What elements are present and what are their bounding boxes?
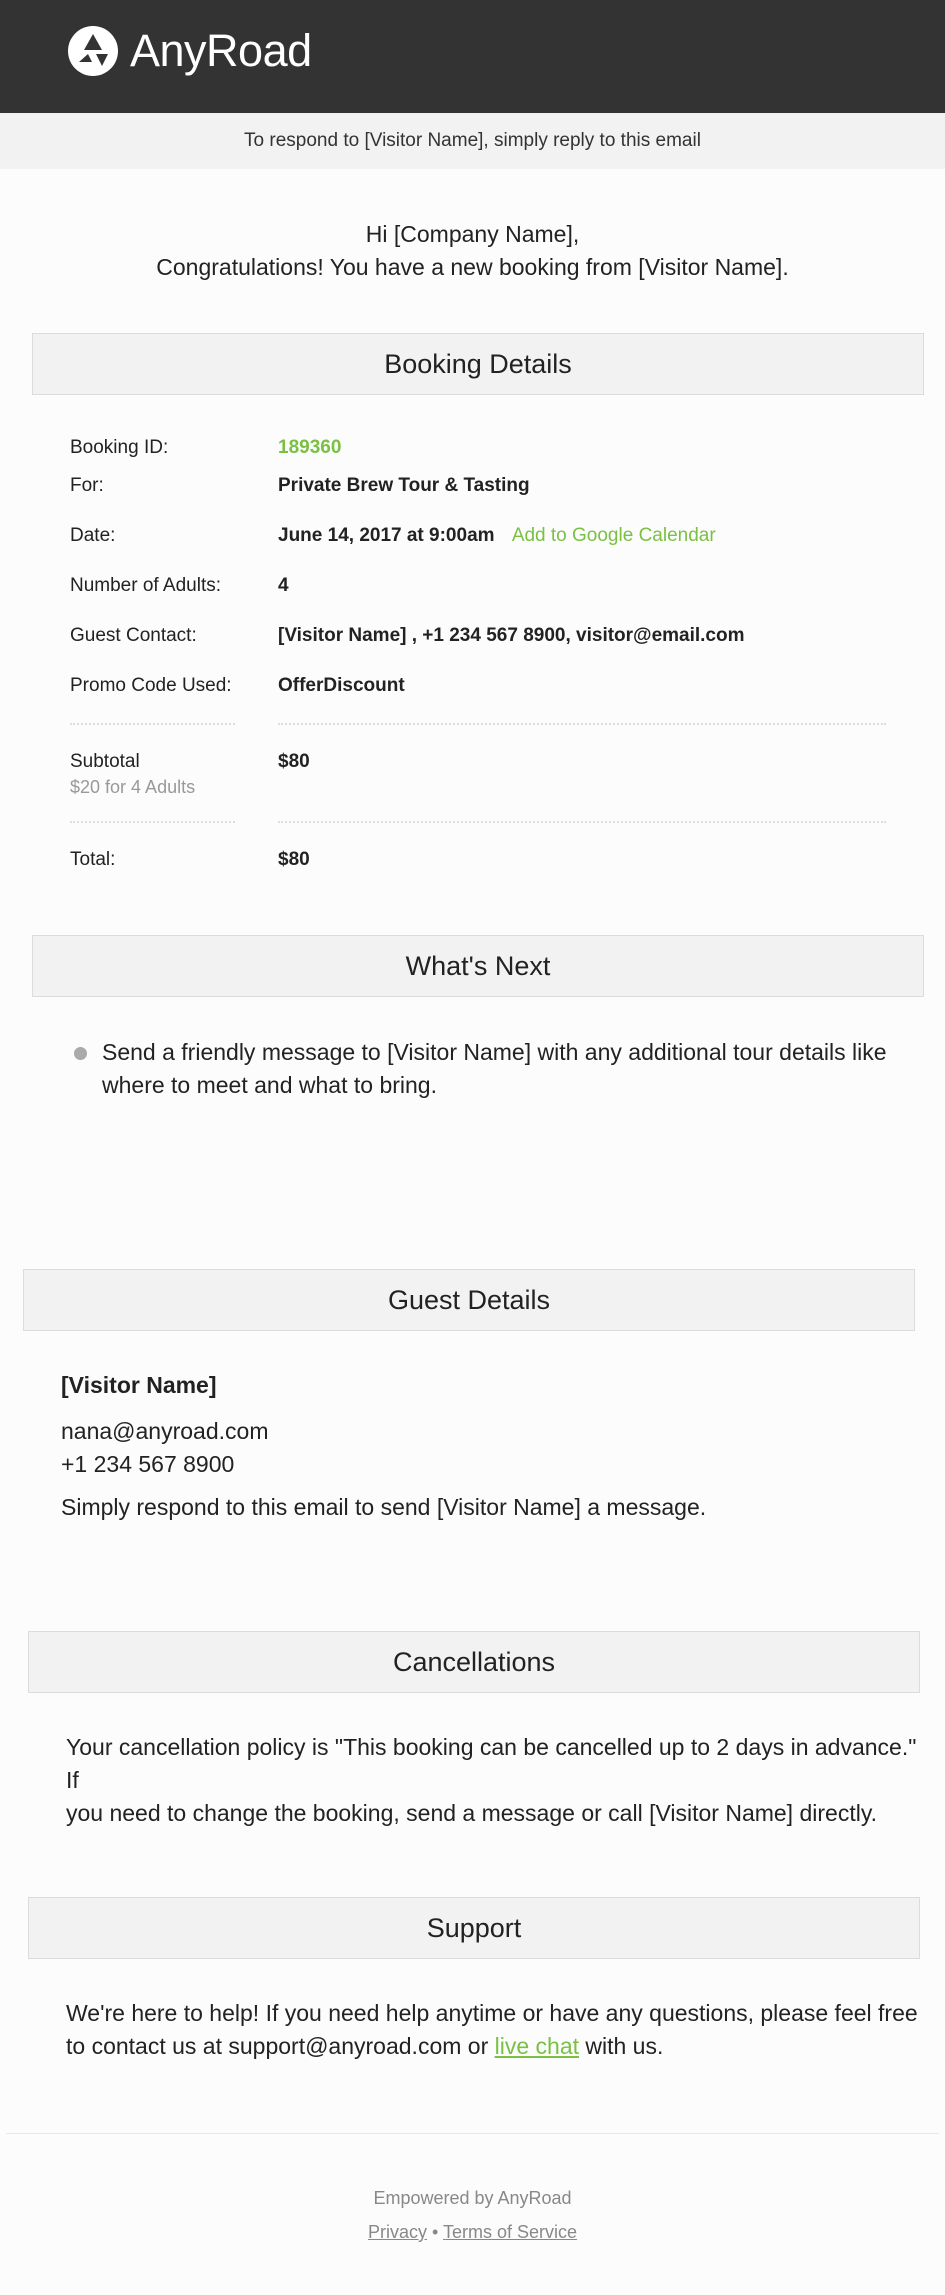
divider — [278, 723, 886, 725]
booking-id-value: 189360 — [278, 437, 342, 458]
promo-code-value: OfferDiscount — [278, 675, 405, 696]
support-text — [66, 1997, 926, 2063]
empowered-by: Empowered by AnyRoad — [373, 2188, 572, 2208]
date-label: Date: — [70, 525, 116, 546]
terms-of-service-link[interactable]: Terms of Service — [442, 2222, 578, 2242]
adults-label: Number of Adults: — [70, 575, 222, 596]
guest-contact-value: [Visitor Name] , +1 234 567 8900, visitor@email.com — [278, 625, 745, 646]
greeting-line: Hi [Company Name], — [365, 221, 580, 247]
support-suffix: with us. — [579, 2033, 664, 2059]
support-contact-text: to contact us at support@anyroad.com or — [66, 2033, 495, 2059]
live-chat-link[interactable]: live chat — [494, 2033, 579, 2059]
anyroad-logo-icon — [68, 26, 118, 76]
divider — [278, 821, 886, 823]
guest-contact-label: Guest Contact: — [70, 625, 197, 646]
adults-value: 4 — [278, 575, 289, 596]
subtotal-note: $20 for 4 Adults — [70, 777, 196, 797]
promo-code-label: Promo Code Used: — [70, 675, 232, 696]
total-value: $80 — [278, 849, 310, 870]
date-value-row — [278, 523, 716, 549]
whats-next-item — [102, 1036, 892, 1102]
guest-email[interactable]: nana@anyroad.com — [61, 1418, 269, 1444]
guest-name: [Visitor Name] — [61, 1372, 217, 1398]
guest-phone[interactable]: +1 234 567 8900 — [61, 1451, 235, 1477]
whats-next-line: where to meet and what to bring. — [102, 1072, 437, 1098]
privacy-link[interactable]: Privacy — [367, 2222, 427, 2242]
booking-id-label: Booking ID: — [70, 437, 169, 458]
congratulations-line: Congratulations! You have a new booking from [Visitor Name]. — [156, 254, 789, 280]
subtotal-value: $80 — [278, 751, 310, 772]
cancellation-line: you need to change the booking, send a message or call [Visitor Name] directly. — [66, 1800, 877, 1826]
whats-next-line: Send a friendly message to [Visitor Name] with any additional tour details like — [102, 1039, 887, 1065]
whats-next-heading: What's Next — [32, 935, 924, 997]
support-line — [66, 2030, 926, 2063]
footer-links — [0, 2222, 945, 2243]
subtotal-label: Subtotal — [70, 751, 140, 772]
cancellations-heading: Cancellations — [28, 1631, 920, 1693]
guest-details-heading: Guest Details — [23, 1269, 915, 1331]
brand-logo[interactable] — [68, 24, 312, 78]
support-heading: Support — [28, 1897, 920, 1959]
bullet-icon — [74, 1047, 87, 1060]
date-value: June 14, 2017 at 9:00am — [278, 525, 495, 546]
tour-name: Private Brew Tour & Tasting — [278, 475, 530, 496]
footer-divider — [6, 2133, 939, 2134]
cancellation-line: Your cancellation policy is "This booking can be cancelled up to 2 days in advance." If — [66, 1734, 917, 1793]
reply-notice: To respond to [Visitor Name], simply reply to this email — [0, 113, 945, 169]
brand-name: AnyRoad — [130, 25, 312, 76]
greeting — [0, 218, 945, 284]
booking-details-heading: Booking Details — [32, 333, 924, 395]
tour-label: For: — [70, 475, 104, 496]
cancellation-policy — [66, 1731, 926, 1830]
total-label: Total: — [70, 849, 116, 870]
guest-note: Simply respond to this email to send [Visitor Name] a message. — [61, 1494, 707, 1520]
divider — [70, 821, 235, 823]
email-header — [0, 0, 945, 113]
footer-separator: • — [431, 2222, 439, 2242]
divider — [70, 723, 235, 725]
add-to-google-calendar-link[interactable]: Add to Google Calendar — [511, 525, 716, 546]
support-line: We're here to help! If you need help anytime or have any questions, please feel free — [66, 2000, 918, 2026]
